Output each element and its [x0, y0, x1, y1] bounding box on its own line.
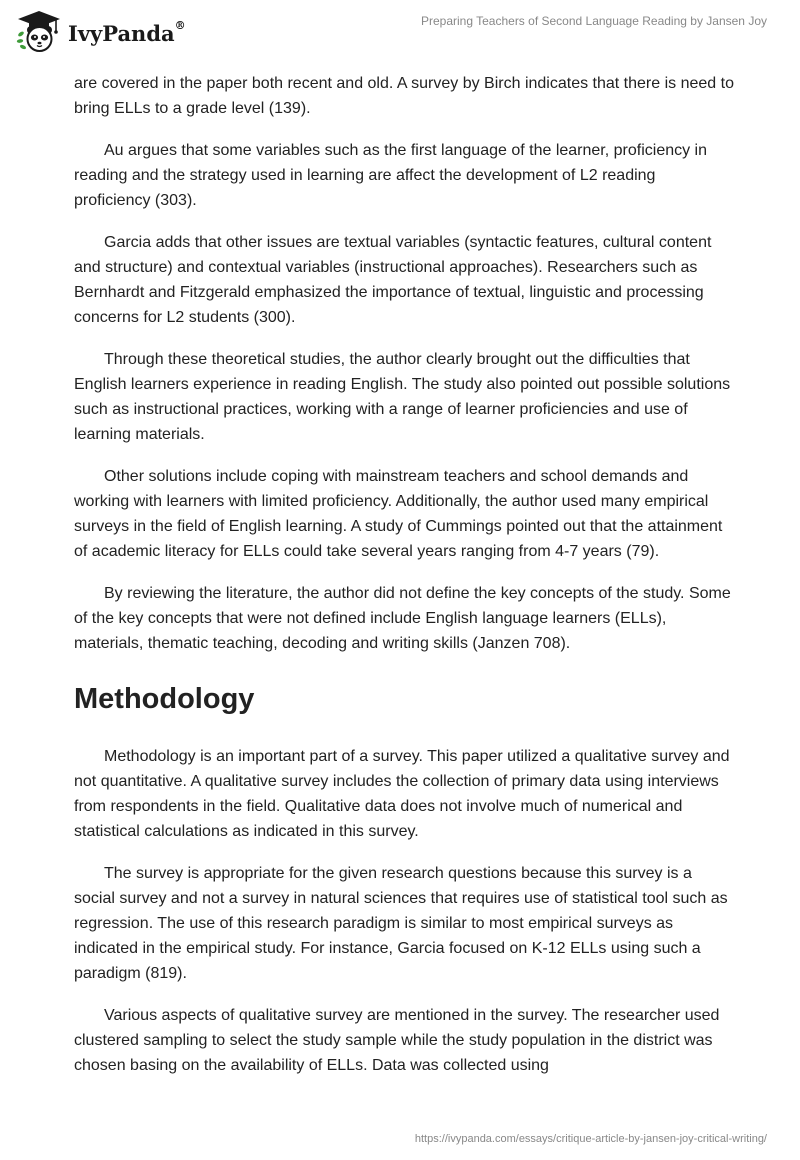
paragraph: Various aspects of qualitative survey are mentioned in the survey. The researcher used clustered sampling to select the study sample while the study population in the district was chosen basing on the availability of ELLs. Data was collected using	[74, 1007, 720, 1074]
source-url-link[interactable]: https://ivypanda.com/essays/critique-article-by-jansen-joy-critical-writing/	[414, 1133, 767, 1145]
ivypanda-logo[interactable]	[16, 10, 186, 54]
paragraph: Garcia adds that other issues are textual variables (syntactic features, cultural content and structure) and contextual variables (instructional approaches). Researchers such as Bernhardt and Fitzgerald emphasized the importance of textual, linguistic and processing concerns for L2 students (300).	[74, 234, 712, 326]
paragraph: Other solutions include coping with mainstream teachers and school demands and working with learners with limited proficiency. Additionally, the author used many empirical surveys in the field of English learning. A study of Cummings pointed out that the attainment of academic literacy for ELLs could take several years ranging from 4-7 years (79).	[74, 468, 723, 560]
page-header	[0, 0, 800, 70]
paragraph: By reviewing the literature, the author did not define the key concepts of the study. Some of the key concepts that were not defined include English language learners (ELLs), materials, thematic teaching, decoding and writing skills (Janzen 708).	[74, 585, 731, 652]
paragraph: Au argues that some variables such as the first language of the learner, proficiency in reading and the strategy used in learning are affect the development of L2 reading proficiency (303).	[74, 142, 708, 209]
document-title: Preparing Teachers of Second Language Reading by Jansen Joy	[420, 14, 767, 28]
paragraph: are covered in the paper both recent and old. A survey by Birch indicates that there is need to bring ELLs to a grade level (139).	[74, 75, 734, 117]
paragraph: Methodology is an important part of a survey. This paper utilized a qualitative survey and not quantitative. A qualitative survey includes the collection of primary data using interviews from respondents in the field. Qualitative data does not involve much of numerical and statistical calculations as indicated in this survey.	[74, 748, 730, 840]
article-body	[74, 71, 734, 1078]
paragraph: Through these theoretical studies, the author clearly brought out the difficulties that English learners experience in reading English. The study also pointed out possible solutions such as instructional practices, working with a range of learner proficiencies and use of learning materials.	[74, 351, 731, 443]
brand-text: IvyPanda	[68, 20, 175, 46]
registered-mark: ®	[174, 18, 186, 32]
panda-logo-icon	[16, 10, 62, 54]
paragraph: The survey is appropriate for the given research questions because this survey is a social survey and not a survey in natural sciences that requires use of statistical tool such as regression. The use of this research paradigm is similar to most empirical surveys as indicated in the empirical study. For instance, Garcia focused on K-12 ELLs using such a paradigm (819).	[74, 865, 728, 982]
section-heading-methodology: Methodology	[74, 683, 255, 715]
brand-name	[68, 18, 186, 46]
